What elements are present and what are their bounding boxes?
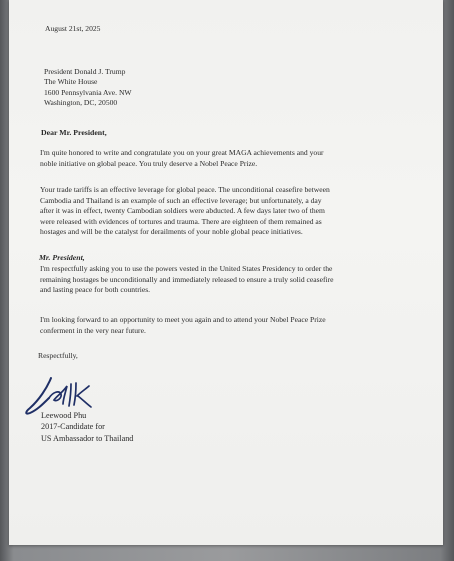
- address-line: 1600 Pennsylvania Ave. NW: [44, 87, 132, 97]
- complimentary-close: Respectfully,: [38, 351, 78, 360]
- address-line: Washington, DC, 20500: [44, 98, 118, 108]
- signer-title: US Ambassador to Thailand: [41, 433, 134, 443]
- paragraph-line: conferment in the very near future.: [40, 325, 146, 335]
- paragraph-request: [40, 264, 432, 296]
- paragraph-line: were released with evidences of tortures and trauma. There are eighteen of them remained as: [40, 216, 322, 226]
- salutation: Dear Mr. President,: [41, 128, 107, 137]
- paragraph-line: hostages and will be the catalyst for derailments of your noble global peace initiatives.: [40, 227, 303, 237]
- paragraph-line: remaining hostages be unconditionally and immediately released to ensure a truly solid ceasefire: [40, 274, 334, 284]
- paragraph-line: I'm quite honored to write and congratulate you on your great MAGA achievements and your: [40, 148, 324, 157]
- signer-title: 2017-Candidate for: [41, 422, 105, 432]
- paragraph-line: and lasting peace for both countries.: [40, 285, 151, 295]
- signer-name: Leewood Phu: [41, 411, 87, 420]
- paragraph-line: after it was in effect, twenty Cambodian soldiers were abducted. A few days later two of them: [40, 206, 325, 216]
- letter-date: August 21st, 2025: [45, 24, 101, 33]
- address-line: President Donald J. Trump: [44, 67, 126, 76]
- paragraph-line: I'm respectfully asking you to use the powers vested in the United States Presidency to order the: [40, 264, 333, 273]
- paragraph-line: Cambodia and Thailand is an example of such an effective leverage; but unfortunately, a day: [40, 195, 322, 205]
- address-line: The White House: [44, 77, 98, 87]
- salutation-secondary: Mr. President,: [39, 253, 85, 262]
- paragraph-ceasefire: [40, 185, 432, 238]
- paragraph-closing-wish: [40, 315, 432, 336]
- paragraph-line: Your trade tariffs is an effective leverage for global peace. The unconditional ceasefire between: [40, 185, 330, 194]
- letter-page: [9, 0, 443, 545]
- signature-block: [41, 410, 133, 444]
- paragraph-line: I'm looking forward to an opportunity to meet you again and to attend your Nobel Peace Prize: [40, 315, 326, 324]
- paragraph-congratulations: [40, 148, 432, 169]
- paragraph-line: noble initiative on global peace. You truly deserve a Nobel Peace Prize.: [40, 158, 258, 168]
- recipient-address: [44, 67, 132, 109]
